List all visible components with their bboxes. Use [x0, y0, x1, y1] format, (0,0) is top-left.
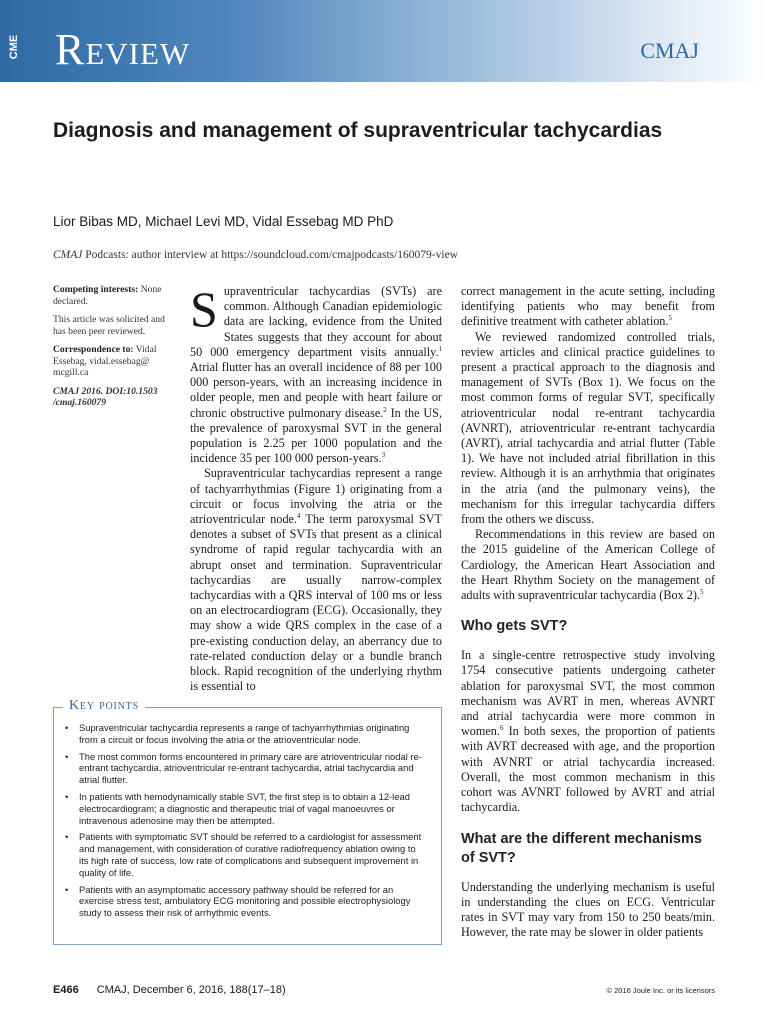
paragraph: Recommendations in this review are based on the 2015 guideline of the American College of Cardiology, the American Heart Association and the Heart Rhythm Society on the management of adults with supraventricular tachycardia (Box 2).$^5$	[461, 527, 715, 603]
section-heading: Who gets SVT?	[461, 618, 568, 635]
paragraph: In a single-centre retrospective study involving 1754 consecutive patients undergoing catheter ablation for paroxysmal SVT, the most common mechanism was AVRT in men, whereas AVNRT and atrial tachycardia were more common in women.$^6$ In both sexes, the proportion of patients with AVRT decreased with age, and the proportion with AVNRT or atrial tachycardia increased. Overall, the most common mechanism in this cohort was AVNRT followed by AVRT and atrial tachycardia.	[461, 648, 715, 815]
peer-review-note: This article was solicited and has been peer reviewed.	[53, 314, 165, 337]
author-line: Lior Bibas MD, Michael Levi MD, Vidal Essebag MD PhD	[53, 214, 394, 229]
section-title: Review	[55, 25, 191, 74]
podcast-link[interactable]: Podcasts: author interview at https://soundcloud.com/cmajpodcasts/160079-view	[82, 249, 458, 261]
key-point: • The most common forms encountered in primary care are atrioventricular nodal re-entrant tachycardia, atrioventricular re-entrant tachycardia, atrial tachycardia and atrial flutter.	[64, 751, 424, 786]
key-point: • Supraventricular tachycardia represents a range of tachyarrhythmias originating from a circuit or focus involving the atria or the atrioventricular node.	[64, 722, 424, 746]
footer-citation: CMAJ, December 6, 2016, 188(17–18)	[96, 984, 286, 996]
body-column-2	[461, 284, 715, 940]
paragraph: correct management in the acute setting, including identifying patients who may benefit from definitive treatment with catheter ablation.$^5$	[461, 284, 715, 329]
key-point: • Patients with symptomatic SVT should be referred to a cardiologist for assessment and management, with consideration of curative radiofrequency ablation owing to its high rate of success, low rate of complications and subsequent improvement in quality of life.	[64, 831, 424, 878]
key-point: • In patients with hemodynamically stable SVT, the first step is to obtain a 12-lead electrocardiogram; a diagnostic and therapeutic trial of vagal manoeuvres or intravenous adenosine may then be attempted.	[64, 791, 424, 826]
correspondence: Correspondence to: Vidal Essebag, vidal.essebag@ mcgill.ca	[53, 344, 157, 378]
podcast-journal: CMAJ	[53, 249, 83, 261]
competing-interests: Competing interests: None declared.	[53, 284, 162, 307]
article-title: Diagnosis and management of supraventricular tachycardias	[53, 119, 663, 142]
key-point: • Patients with an asymptomatic accessory pathway should be referred for an exercise stress test, ambulatory ECG monitoring and possible electrophysiology study to assess their risk of arrhythmic events.	[64, 884, 424, 919]
intro-paragraph: Supraventricular tachycardias (SVTs) are common. Although Canadian epidemiologic data are lacking, evidence from the United States suggests that they account for about 50 000 emergency department visits annually.$^1$ Atrial flutter has an overall incidence of 88 per 100 000 person-years, with an increasing incidence in older people, men and people with heart failure or chronic obstructive pulmonary disease.$^2$ In the US, the prevalence of paroxysmal SVT in the general population is 2.25 per 1000 population and the incidence 35 per 100 000 person-years.$^3$	[190, 281, 442, 466]
section-heading: What are the different mechanisms of SVT?	[461, 830, 702, 866]
citation-doi: CMAJ 2016. DOI:10.1503 /cmaj.160079	[53, 385, 158, 408]
page-footer	[53, 983, 286, 997]
key-points-title: Key points	[63, 697, 145, 715]
podcast-line	[53, 248, 458, 263]
journal-logo: CMAJ	[640, 38, 699, 63]
paragraph: We reviewed randomized controlled trials, review articles and clinical practice guidelines to present a practical approach to the diagnosis and management of SVTs (Box 1). We focus on the most common forms of regular SVT, specifically atrioventricular nodal re-entrant tachycardia (AVNRT), atrioventricular re-entrant tachycardia (AVRT), atrial tachycardia and atrial flutter (Table 1). We have not included atrial fibrillation in this review. Although it is an arrhythmia that originates in the atria (and the pulmonary veins), the mechanism for this irregular tachycardia differs from the others we discuss.	[461, 329, 715, 527]
paragraph: Supraventricular tachycardias represent a range of tachyarrhythmias (Figure 1) originating from a circuit or focus involving the atria or the atrioventricular node.$^4$ The term paroxysmal SVT denotes a subset of SVTs that present as a clinical syndrome of rapid regular tachycardia with an abrupt onset and termination. Supraventricular tachycardias are usually narrow-complex tachycardias with a QRS interval of 100 ms or less on an electrocardiogram (ECG). Occasionally, they may show a wide QRS complex in the case of a pre-existing conduction delay, an aberrancy due to rate-related conduction delay or a bundle branch block. Rapid recognition of the underlying rhythm is essential to	[190, 466, 442, 694]
drop-cap: S	[190, 281, 218, 337]
page-number: E466	[53, 984, 79, 996]
paragraph: Understanding the underlying mechanism is useful in understanding the clues on ECG. Ventricular rates in SVT may vary from 150 to 250 beats/min. However, the rate may be slower in older patients	[461, 879, 715, 940]
sidebar-notes	[53, 284, 175, 416]
cme-tab: CME	[8, 34, 21, 60]
key-points-list	[64, 722, 424, 924]
body-column-1	[190, 281, 442, 694]
copyright: © 2016 Joule Inc. or its licensors	[606, 986, 715, 995]
